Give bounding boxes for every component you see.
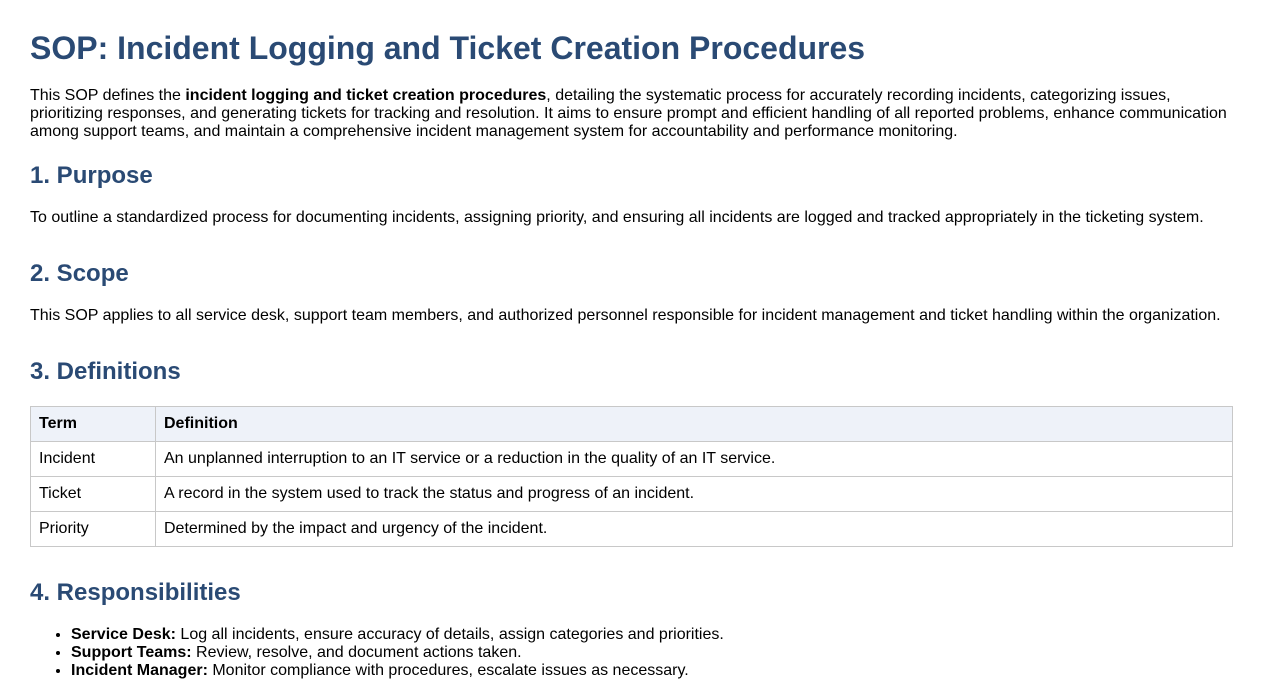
definition-cell: Determined by the impact and urgency of the incident. (156, 512, 1233, 547)
term-cell: Incident (31, 442, 156, 477)
role-description: Monitor compliance with procedures, escalate issues as necessary. (207, 662, 689, 679)
section-heading-definitions: 3. Definitions (30, 358, 181, 385)
role-label: Incident Manager: (71, 662, 208, 679)
column-header-term: Term (31, 407, 156, 442)
term-cell: Ticket (31, 477, 156, 512)
role-description: Review, resolve, and document actions taken. (191, 644, 522, 661)
purpose-text: To outline a standardized process for documenting incidents, assigning priority, and ensuring all incidents are logged and tracked appropriately in the ticketing system. (30, 209, 1204, 226)
intro-paragraph (30, 87, 1233, 141)
list-item (71, 626, 1231, 644)
table-row (31, 512, 1233, 547)
intro-bold: incident logging and ticket creation procedures (185, 87, 547, 104)
column-header-definition: Definition (156, 407, 1233, 442)
intro-suffix: , detailing the systematic process for accurately recording incidents, categorizing issues, prioritizing responses, and generating tickets for tracking and resolution. It aims to ensure prompt and efficient handling of all reported problems, enhance communication among support teams, and maintain a comprehensive incident management system for accountability and performance monitoring. (30, 87, 1227, 140)
role-label: Support Teams: (71, 644, 192, 661)
list-item (71, 644, 1231, 662)
responsibilities-list (30, 626, 1231, 680)
role-description: Log all incidents, ensure accuracy of details, assign categories and priorities. (175, 626, 724, 643)
scope-text: This SOP applies to all service desk, support team members, and authorized personnel responsible for incident management and ticket handling within the organization. (30, 307, 1221, 324)
definition-cell: A record in the system used to track the status and progress of an incident. (156, 477, 1233, 512)
section-heading-responsibilities: 4. Responsibilities (30, 579, 241, 606)
table-header-row (31, 407, 1233, 442)
section-heading-purpose: 1. Purpose (30, 162, 153, 189)
definition-cell: An unplanned interruption to an IT service or a reduction in the quality of an IT service. (156, 442, 1233, 477)
table-row (31, 477, 1233, 512)
page-title: SOP: Incident Logging and Ticket Creation Procedures (30, 30, 866, 66)
intro-prefix: This SOP defines the (30, 87, 186, 104)
term-cell: Priority (31, 512, 156, 547)
list-item (71, 662, 1231, 680)
table-row (31, 442, 1233, 477)
section-heading-scope: 2. Scope (30, 260, 129, 287)
role-label: Service Desk: (71, 626, 176, 643)
definitions-table (30, 406, 1233, 547)
